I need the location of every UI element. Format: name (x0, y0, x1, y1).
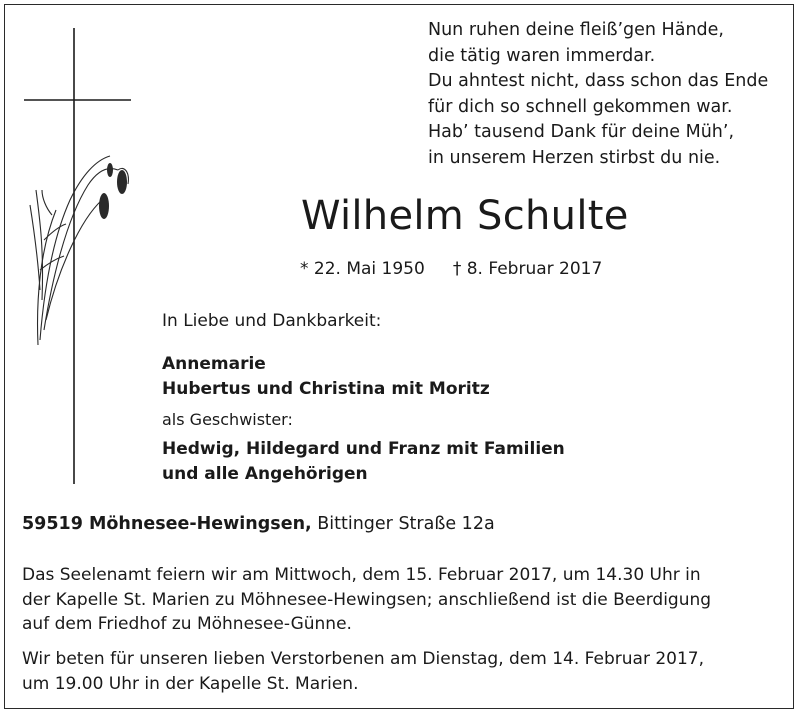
life-dates (300, 257, 602, 281)
funeral-line: auf dem Friedhof zu Möhnesee-Günne. (22, 614, 352, 634)
mourner-line: und alle Angehörigen (162, 464, 368, 484)
mourner-line: Hedwig, Hildegard und Franz mit Familien (162, 439, 565, 459)
poem-line: in unserem Herzen stirbst du nie. (428, 147, 721, 168)
address-place: 59519 Möhnesee-Hewingsen, (22, 514, 312, 534)
funeral-line: Das Seelenamt feiern wir am Mittwoch, dem 15. Februar 2017, um 14.30 Uhr in (22, 565, 701, 585)
wheat-icon (30, 156, 128, 345)
prayer-line: Wir beten für unseren lieben Verstorbenen am Dienstag, dem 14. Februar 2017, (22, 649, 705, 669)
mourner-line: Annemarie (162, 354, 266, 374)
mourner-line: Hubertus und Christina mit Moritz (162, 379, 490, 399)
funeral-line: der Kapelle St. Marien zu Möhnesee-Hewingsen; anschließend ist die Beerdigung (22, 589, 712, 610)
thanks-intro: In Liebe und Dankbarkeit: (162, 311, 382, 331)
prayer-info (22, 647, 792, 696)
death-date: † 8. Februar 2017 (452, 259, 603, 279)
wheat-ear-icon (99, 163, 127, 219)
address (22, 512, 495, 536)
siblings-label: als Geschwister: (162, 410, 293, 429)
poem-line: für dich so schnell gekommen war. (428, 96, 733, 117)
cross-icon (24, 28, 131, 484)
poem-line: die tätig waren immerdar. (428, 45, 656, 66)
poem (428, 18, 768, 172)
birth-date: * 22. Mai 1950 (300, 259, 425, 279)
poem-line: Hab’ tausend Dank für deine Müh’, (428, 122, 735, 143)
poem-line: Nun ruhen deine fleiß’gen Hände, (428, 20, 724, 40)
funeral-info (22, 563, 792, 637)
prayer-line: um 19.00 Uhr in der Kapelle St. Marien. (22, 673, 359, 694)
poem-line: Du ahntest nicht, dass schon das Ende (428, 71, 769, 92)
address-street: Bittinger Straße 12a (317, 514, 495, 534)
deceased-name: Wilhelm Schulte (301, 193, 629, 239)
